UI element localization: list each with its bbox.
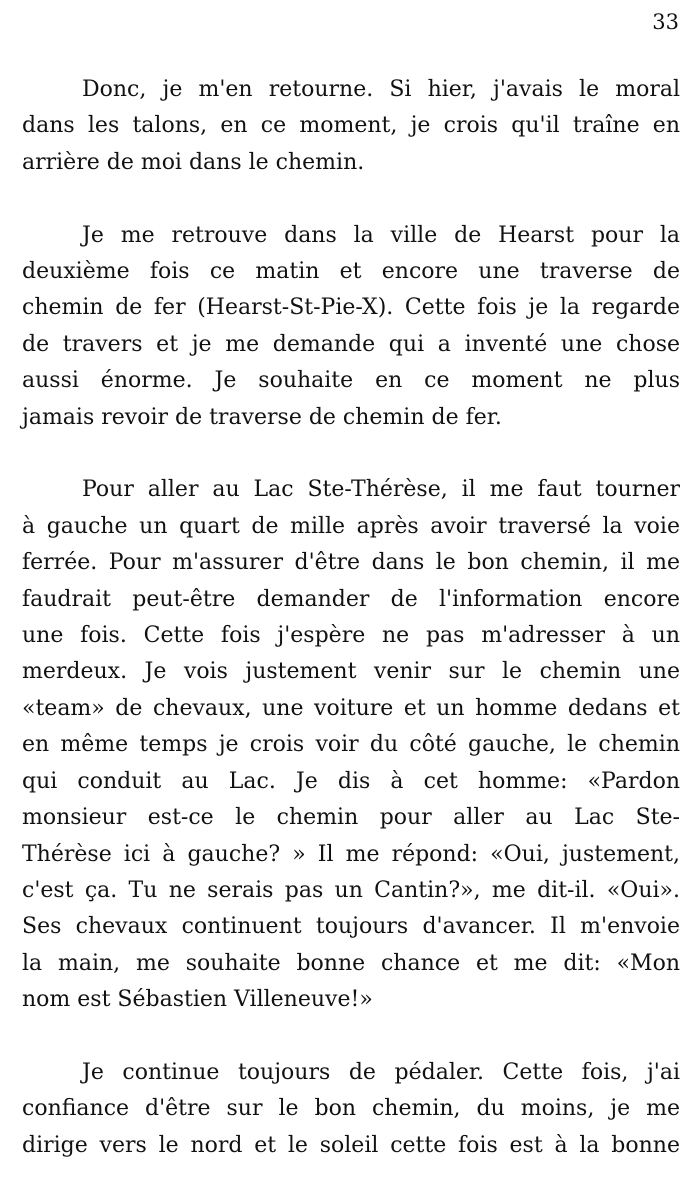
text-line: une fois. Cette fois j'espère ne pas m'adresser à un — [22, 623, 680, 649]
text-line: deuxième fois ce matin et encore une traverse de — [22, 259, 680, 285]
body-text — [22, 72, 680, 1201]
paragraph-1 — [22, 72, 680, 181]
text-line: Donc, je m'en retourne. Si hier, j'avais le moral — [82, 77, 680, 102]
text-line: la main, me souhaite bonne chance et me dit: «Mon — [22, 950, 680, 976]
text-line: dans les talons, en ce moment, je crois qu'il traîne en — [22, 113, 680, 139]
text-line: arrière de moi dans le chemin. — [22, 149, 365, 175]
text-line: confiance d'être sur le bon chemin, du moins, je me — [22, 1096, 680, 1122]
page-number: 33 — [652, 10, 679, 34]
text-line: ferrée. Pour m'assurer d'être dans le bon chemin, il me — [22, 550, 680, 576]
text-line: qui conduit au Lac. Je dis à cet homme: «Pardon — [22, 768, 680, 794]
text-line: merdeux. Je vois justement venir sur le chemin une — [22, 659, 680, 685]
text-line: Pour aller au Lac Ste-Thérèse, il me faut tourner — [82, 477, 680, 503]
paragraph-2 — [22, 218, 680, 436]
text-line: monsieur est-ce le chemin pour aller au Lac Ste- — [22, 805, 680, 831]
text-line: Ses chevaux continuent toujours d'avancer. Il m'envoie — [22, 914, 680, 940]
text-line: Je me retrouve dans la ville de Hearst pour la — [82, 222, 680, 248]
paragraph-4 — [22, 1055, 680, 1164]
paragraph-3 — [22, 472, 680, 1018]
text-line: en même temps je crois voir du côté gauche, le chemin — [22, 732, 680, 758]
text-line: jamais revoir de traverse de chemin de fer. — [22, 404, 502, 430]
text-line: faudrait peut-être demander de l'information encore — [22, 586, 680, 612]
text-line: chemin de fer (Hearst-St-Pie-X). Cette fois je la regarde — [22, 295, 680, 321]
text-line: aussi énorme. Je souhaite en ce moment ne plus — [22, 368, 680, 394]
text-line: Je continue toujours de pédaler. Cette fois, j'ai — [82, 1059, 680, 1085]
text-line: «team» de chevaux, une voiture et un homme dedans et — [22, 695, 680, 721]
text-line: c'est ça. Tu ne serais pas un Cantin?», me dit-il. «Oui». — [22, 877, 680, 903]
text-line: de travers et je me demande qui a inventé une chose — [22, 331, 680, 357]
text-line: dirige vers le nord et le soleil cette fois est à la bonne — [22, 1132, 680, 1158]
text-line: Thérèse ici à gauche? » Il me répond: «Oui, justement, — [22, 841, 680, 867]
text-line: à gauche un quart de mille après avoir traversé la voie — [22, 513, 680, 539]
text-line: nom est Sébastien Villeneuve!» — [22, 987, 373, 1013]
